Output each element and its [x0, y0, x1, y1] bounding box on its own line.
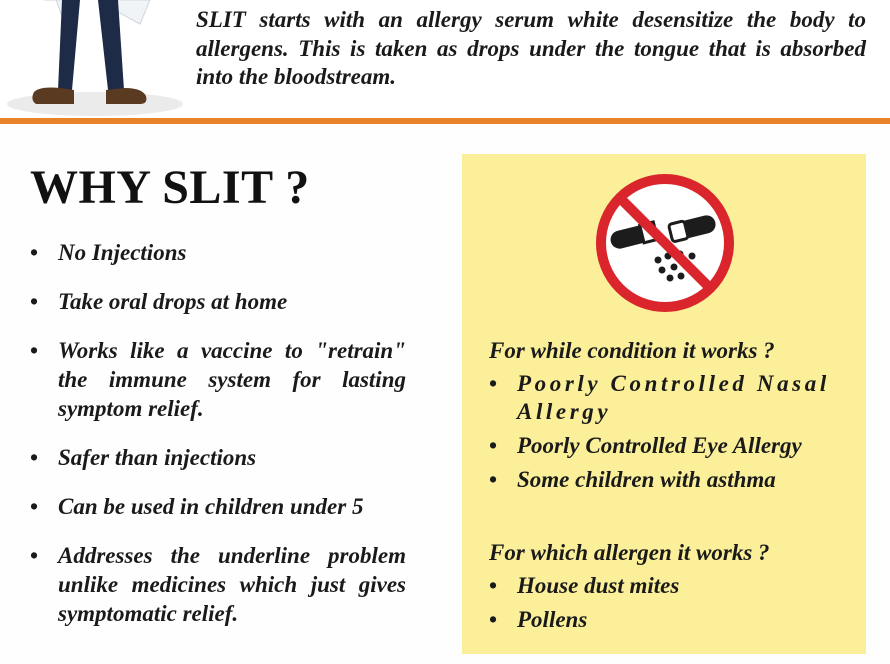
- allergens-heading: For which allergen it works ?: [489, 540, 770, 565]
- no-pills-icon: [592, 170, 738, 316]
- condition-item: • Poorly Controlled Eye Allergy: [489, 432, 849, 460]
- benefit-item: • Can be used in children under 5: [30, 492, 406, 521]
- intro-paragraph: SLIT starts with an allergy serum white desensitize the body to allergens. This is taken as drops under the tongue that is absorbed into the bloodstream.: [196, 7, 866, 89]
- benefit-item: • Works like a vaccine to "retrain" the immune system for lasting symptom relief.: [30, 336, 406, 423]
- doctor-illustration: [0, 0, 190, 118]
- benefits-list: [30, 238, 406, 628]
- condition-item: • Some children with asthma: [489, 466, 849, 494]
- benefit-item: • Addresses the underline problem unlike medicines which just gives symptomatic relief.: [30, 541, 406, 628]
- benefit-item: • No Injections: [30, 238, 406, 267]
- header-band: [0, 0, 890, 118]
- allergen-item: • Pollens: [489, 606, 849, 634]
- why-slit-heading: WHY SLIT ?: [30, 161, 310, 214]
- benefit-item: • Take oral drops at home: [30, 287, 406, 316]
- allergen-item: • House dust mites: [489, 572, 849, 600]
- conditions-list: [489, 370, 849, 500]
- benefit-item: • Safer than injections: [30, 443, 406, 472]
- allergens-list: [489, 572, 849, 640]
- conditions-heading: For while condition it works ?: [489, 338, 775, 363]
- condition-item: • Poorly Controlled Nasal Allergy: [489, 370, 849, 426]
